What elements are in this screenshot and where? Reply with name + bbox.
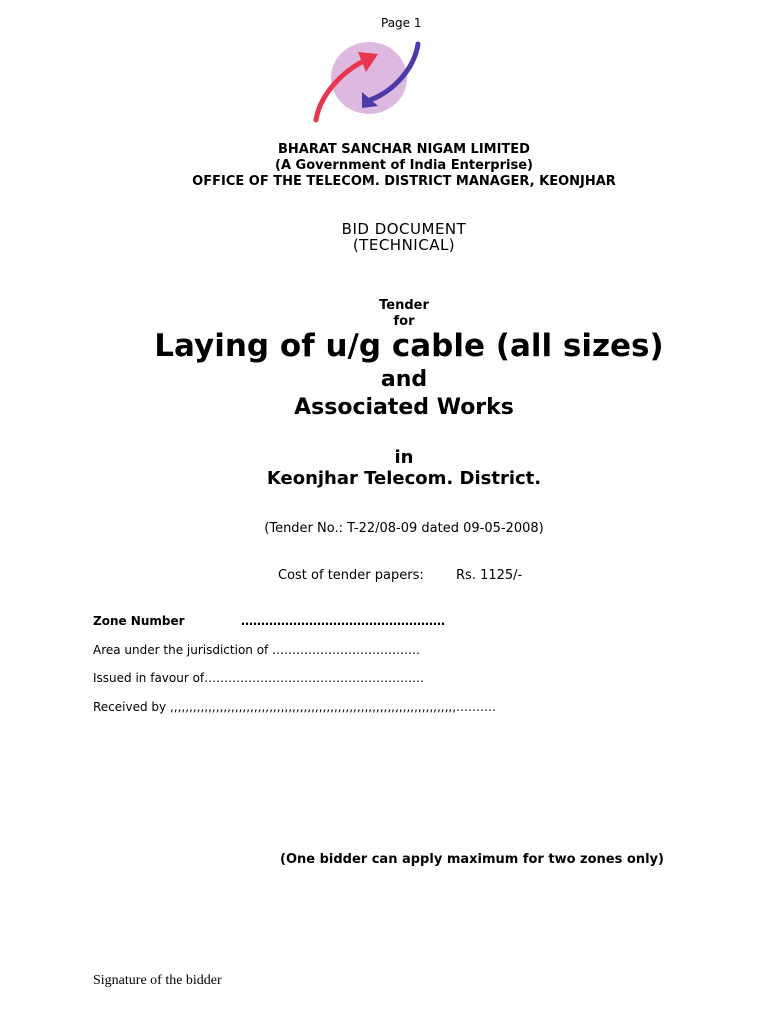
bid-document-subtitle: (TECHNICAL) <box>352 236 456 254</box>
in-label: in <box>394 447 414 468</box>
for-label: for <box>393 314 415 329</box>
bidder-signature-label: Signature of the bidder <box>93 973 222 988</box>
zone-number-label: Zone Number <box>93 614 185 628</box>
zone-number-blank: …………………………………………… <box>241 614 445 628</box>
office-name: OFFICE OF THE TELECOM. DISTRICT MANAGER, KEONJHAR <box>192 174 616 189</box>
bidder-zone-note: (One bidder can apply maximum for two zones only) <box>280 852 664 867</box>
and-label: and <box>380 367 428 392</box>
tender-label: Tender <box>379 298 429 313</box>
district-name: Keonjhar Telecom. District. <box>266 468 542 489</box>
organization-name: BHARAT SANCHAR NIGAM LIMITED <box>278 142 530 157</box>
associated-works-title: Associated Works <box>294 395 514 420</box>
organization-subtitle: (A Government of India Enterprise) <box>275 158 533 173</box>
area-jurisdiction-field: Area under the jurisdiction of ………………………………. <box>93 643 420 657</box>
bsnl-logo-icon <box>306 36 426 124</box>
tender-number: (Tender No.: T-22/08-09 dated 09-05-2008) <box>264 521 544 536</box>
bid-document-title: BID DOCUMENT <box>341 220 467 238</box>
page-number: Page 1 <box>381 16 422 30</box>
cost-label: Cost of tender papers: <box>278 568 424 583</box>
issued-in-favour-field: Issued in favour of………………………………………………. <box>93 671 424 685</box>
received-by-field: Received by ,,,,,,,,,,,,,,,,,,,,,,,,,,,,,,,,,,,,,,,,,,,,,,,,,,,,,,,,,,,,,,,,,,,,,,,,,,,………. <box>93 700 496 714</box>
cost-value: Rs. 1125/- <box>456 568 523 583</box>
tender-main-title: Laying of u/g cable (all sizes) <box>154 328 664 364</box>
